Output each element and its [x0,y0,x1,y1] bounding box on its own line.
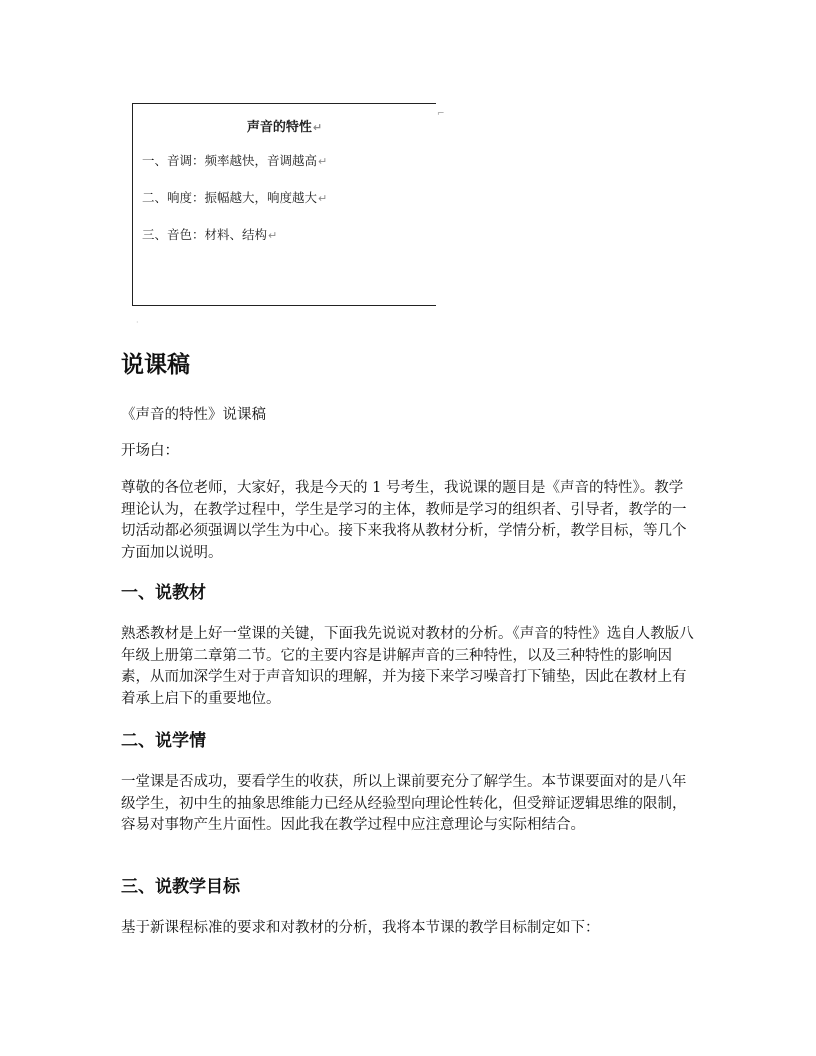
section-body-goals: 基于新课程标准的要求和对教材的分析，我将本节课的教学目标制定如下： [121,920,600,936]
section-heading-students: 二、说学情 [121,731,206,751]
document-subtitle: 《声音的特性》说课稿 [121,407,266,423]
board-line-timbre [142,225,277,243]
text-box-anchor-icon: ⌐ [437,109,445,119]
board-title-text: 声音的特性 [246,120,312,135]
paragraph-mark-icon: ↵ [268,229,278,242]
section-heading-goals: 三、说教学目标 [121,877,240,897]
board-design-box [132,103,436,306]
opening-label: 开场白： [121,443,179,459]
paragraph-mark-icon: ↵ [312,121,323,134]
board-title [133,116,436,135]
paragraph-mark-icon: ↵ [318,155,328,168]
section-body-textbook: 熟悉教材是上好一堂课的关键，下面我先说说对教材的分析。《声音的特性》选自人教版八年级上册第二章第二节。它的主要内容是讲解声音的三种特性，以及三种特性的影响因素，从而加深学生对于声音知识的理解，并为接下来学习噪音打下铺垫，因此在教材上有着承上启下的重要地位。 [121,626,694,707]
section-body-students: 一堂课是否成功，要看学生的收获，所以上课前要充分了解学生。本节课要面对的是八年级学生，初中生的抽象思维能力已经从经验型向理论性转化，但受辩证逻辑思维的限制，容易对事物产生片面性。因此我在教学过程中应注意理论与实际相结合。 [121,774,687,833]
document-title: 说课稿 [121,352,190,378]
board-line-text: 三、音色：材料、结构 [142,227,268,242]
board-line-text: 二、响度：振幅越大，响度越大 [142,190,318,205]
section-heading-textbook: 一、说教材 [121,583,206,603]
anchor-dot-icon: · [136,318,139,327]
board-line-text: 一、音调：频率越快，音调越高 [142,153,318,168]
intro-paragraph: 尊敬的各位老师，大家好，我是今天的 1 号考生，我说课的题目是《声音的特性》。教学理论认为，在教学过程中，学生是学习的主体，教师是学习的组织者、引导者，教学的一切活动都必须强调以学生为中心。接下来我将从教材分析，学情分析，教学目标，等几个方面加以说明。 [121,480,687,561]
paragraph-mark-icon: ↵ [318,192,328,205]
board-line-loudness [142,188,327,206]
board-line-pitch [142,151,327,169]
